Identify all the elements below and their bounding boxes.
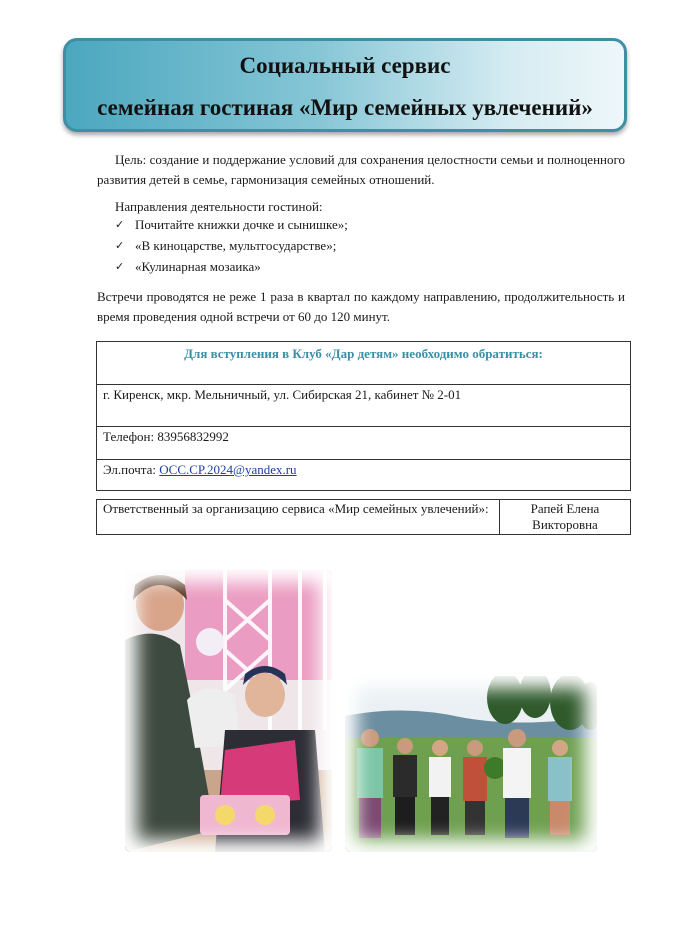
photo-edge-fade bbox=[345, 676, 597, 852]
meetings-paragraph: Встречи проводятся не реже 1 раза в квартал по каждому направлению, продолжительность и время проведения одной встречи от 60 до 120 минут. bbox=[97, 289, 625, 324]
check-mark-icon: ✓ bbox=[115, 239, 125, 252]
contact-address: г. Киренск, мкр. Мельничный, ул. Сибирская 21, кабинет № 2-01 bbox=[97, 385, 631, 427]
check-mark-icon: ✓ bbox=[115, 260, 125, 273]
goal-paragraph: Цель: создание и поддержание условий для сохранения целостности семьи и полноценного развития детей в семье, гармонизация семейных отношений. bbox=[97, 152, 625, 187]
contact-table bbox=[96, 341, 631, 491]
check-mark-icon: ✓ bbox=[115, 218, 125, 231]
list-item bbox=[115, 214, 348, 235]
direction-item-label: «Кулинарная мозаика» bbox=[135, 259, 261, 274]
responsible-name: Рапей Елена Викторовна bbox=[500, 500, 631, 535]
photo-group-outdoors bbox=[345, 676, 597, 852]
title-banner bbox=[63, 38, 627, 132]
photo-edge-fade bbox=[125, 570, 332, 852]
banner-title-line2: семейная гостиная «Мир семейных увлечений» bbox=[97, 95, 593, 120]
contact-phone: Телефон: 83956832992 bbox=[97, 427, 631, 460]
directions-list bbox=[115, 214, 348, 277]
email-link[interactable]: OCC.CP.2024@yandex.ru bbox=[159, 462, 297, 477]
contact-header: Для вступления в Клуб «Дар детям» необходимо обратиться: bbox=[97, 342, 631, 385]
responsible-label: Ответственный за организацию сервиса «Мир семейных увлечений»: bbox=[97, 500, 500, 535]
directions-title: Направления деятельности гостиной: bbox=[115, 199, 323, 214]
list-item bbox=[115, 256, 348, 277]
contact-email-row bbox=[97, 460, 631, 491]
list-item bbox=[115, 235, 348, 256]
direction-item-label: «В киноцарстве, мультгосударстве»; bbox=[135, 238, 337, 253]
banner-title-line1: Социальный сервис bbox=[239, 53, 451, 78]
responsible-table bbox=[96, 499, 631, 535]
direction-item-label: Почитайте книжки дочке и сынишке»; bbox=[135, 217, 348, 232]
photo-woman-and-child bbox=[125, 570, 332, 852]
email-label: Эл.почта: bbox=[103, 462, 160, 477]
